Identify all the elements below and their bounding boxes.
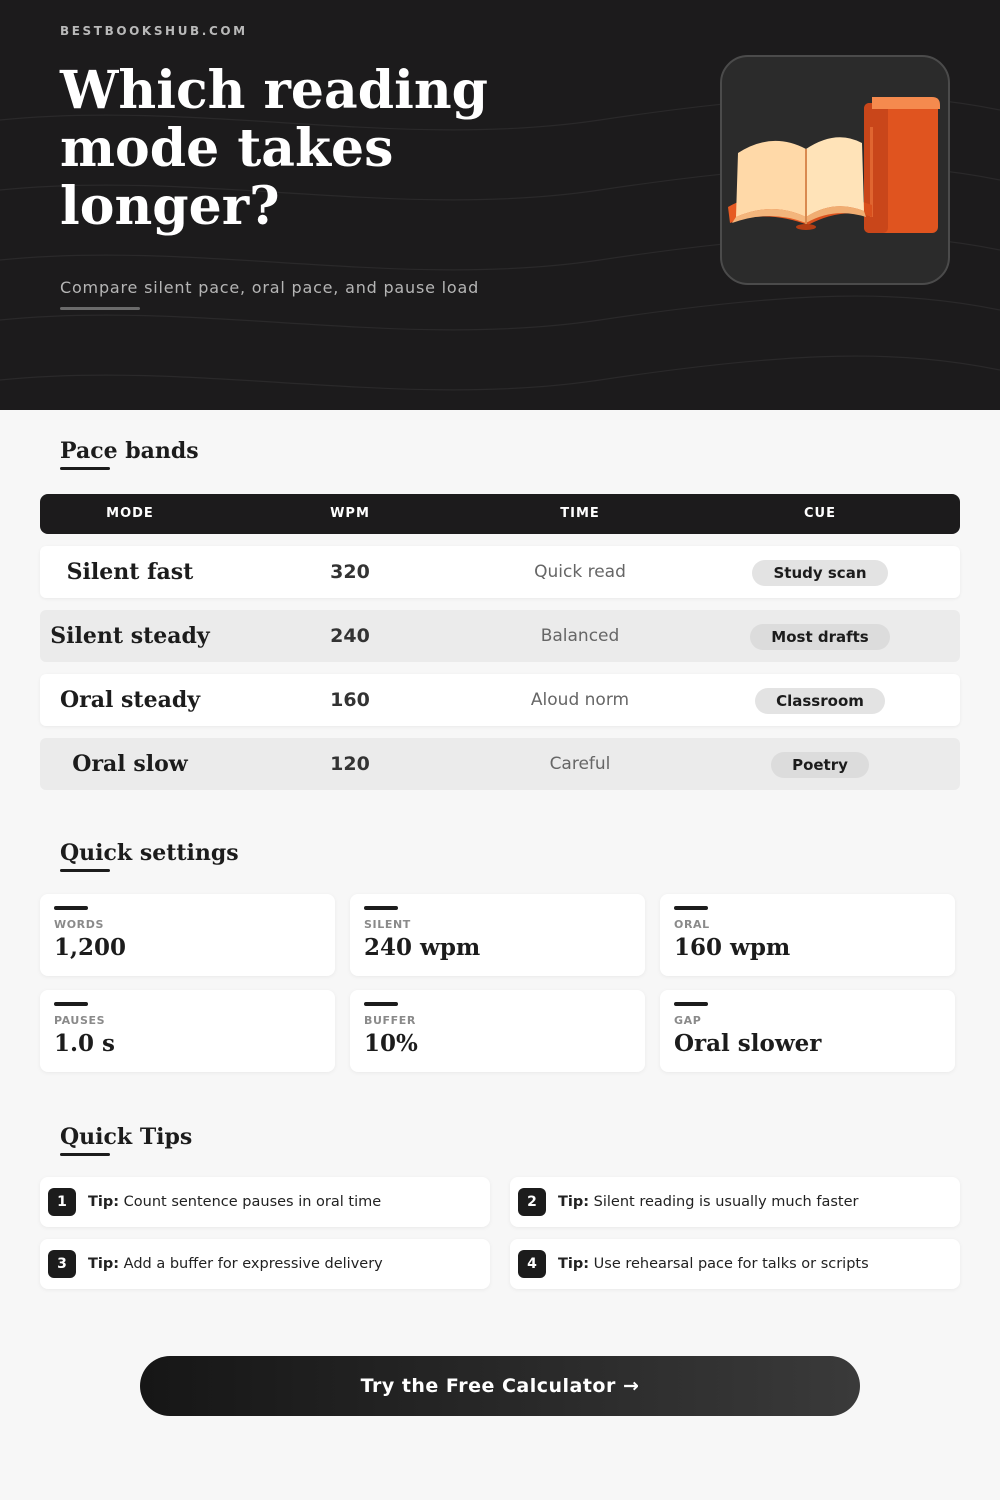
- tip-number: 1: [48, 1188, 76, 1216]
- quick-settings-heading: Quick settings: [60, 840, 239, 866]
- tip-prefix: Tip:: [88, 1256, 120, 1272]
- tip-card: [510, 1239, 960, 1289]
- pace-bands-underline: [60, 467, 110, 470]
- tip-text: [88, 1239, 383, 1289]
- cue-pill: Classroom: [755, 688, 885, 714]
- setting-card-silent: [350, 894, 645, 976]
- mode-cell: Silent steady: [50, 623, 210, 649]
- quick-tips-heading: Quick Tips: [60, 1124, 193, 1150]
- card-accent-bar: [364, 906, 398, 910]
- wpm-cell: 160: [330, 689, 370, 711]
- card-accent-bar: [54, 1002, 88, 1006]
- setting-card-gap: [660, 990, 955, 1072]
- tip-body: Count sentence pauses in oral time: [123, 1194, 382, 1210]
- col-cue: CUE: [804, 506, 836, 521]
- card-accent-bar: [674, 906, 708, 910]
- open-book-icon: [722, 57, 952, 287]
- table-row: [40, 738, 960, 790]
- cue-cell: [720, 738, 920, 790]
- mode-cell: Oral steady: [60, 687, 200, 713]
- wpm-cell: 320: [330, 561, 370, 583]
- setting-value: 1.0 s: [54, 1030, 115, 1057]
- time-cell: Balanced: [540, 626, 620, 646]
- wpm-cell: 120: [330, 753, 370, 775]
- time-cell: Careful: [549, 754, 611, 774]
- tip-body: Silent reading is usually much faster: [593, 1194, 859, 1210]
- setting-label: ORAL: [674, 918, 710, 931]
- mode-cell: Oral slow: [72, 751, 188, 777]
- setting-card-oral: [660, 894, 955, 976]
- tip-prefix: Tip:: [88, 1194, 120, 1210]
- tip-card: [40, 1177, 490, 1227]
- time-cell: Quick read: [534, 562, 626, 582]
- setting-label: PAUSES: [54, 1014, 106, 1027]
- cue-cell: [720, 674, 920, 726]
- col-time: TIME: [560, 506, 600, 521]
- page-title: Which reading mode takes longer?: [60, 60, 488, 237]
- setting-label: BUFFER: [364, 1014, 416, 1027]
- tip-prefix: Tip:: [558, 1256, 590, 1272]
- tip-number: 4: [518, 1250, 546, 1278]
- time-cell: Aloud norm: [530, 690, 630, 710]
- setting-label: GAP: [674, 1014, 702, 1027]
- setting-label: SILENT: [364, 918, 411, 931]
- tip-body: Add a buffer for expressive delivery: [123, 1256, 383, 1272]
- wpm-cell: 240: [330, 625, 370, 647]
- setting-label: WORDS: [54, 918, 105, 931]
- setting-card-pauses: [40, 990, 335, 1072]
- cue-cell: [720, 610, 920, 662]
- tip-card: [510, 1177, 960, 1227]
- tip-card: [40, 1239, 490, 1289]
- setting-value: 160 wpm: [674, 934, 791, 961]
- setting-value: 1,200: [54, 934, 127, 961]
- col-mode: MODE: [106, 506, 154, 521]
- table-row: [40, 674, 960, 726]
- tip-text: [558, 1239, 869, 1289]
- table-header: [40, 494, 960, 534]
- quick-settings-underline: [60, 869, 110, 872]
- setting-value: 10%: [364, 1030, 418, 1057]
- cue-pill: Poetry: [771, 752, 869, 778]
- table-row: [40, 610, 960, 662]
- card-accent-bar: [54, 906, 88, 910]
- tip-prefix: Tip:: [558, 1194, 590, 1210]
- tip-number: 2: [518, 1188, 546, 1216]
- table-row: [40, 546, 960, 598]
- hero-banner: [0, 0, 1000, 410]
- pace-bands-heading: Pace bands: [60, 438, 199, 464]
- mode-cell: Silent fast: [66, 559, 194, 585]
- setting-card-words: [40, 894, 335, 976]
- setting-card-buffer: [350, 990, 645, 1072]
- cue-pill: Most drafts: [750, 624, 889, 650]
- card-accent-bar: [674, 1002, 708, 1006]
- setting-value: Oral slower: [674, 1030, 822, 1057]
- tip-text: [558, 1177, 858, 1227]
- site-name: BESTBOOKSHUB.COM: [60, 24, 248, 38]
- try-calculator-button[interactable]: Try the Free Calculator →: [140, 1356, 860, 1416]
- tip-text: [88, 1177, 381, 1227]
- tip-body: Use rehearsal pace for talks or scripts: [593, 1256, 869, 1272]
- quick-tips-underline: [60, 1153, 110, 1156]
- book-illustration-tile: [720, 55, 950, 285]
- cue-pill: Study scan: [752, 560, 887, 586]
- cue-cell: [720, 546, 920, 598]
- subtitle-underline: [60, 307, 140, 310]
- col-wpm: WPM: [330, 506, 370, 521]
- tip-number: 3: [48, 1250, 76, 1278]
- card-accent-bar: [364, 1002, 398, 1006]
- setting-value: 240 wpm: [364, 934, 481, 961]
- page-subtitle: Compare silent pace, oral pace, and pause load: [60, 278, 480, 297]
